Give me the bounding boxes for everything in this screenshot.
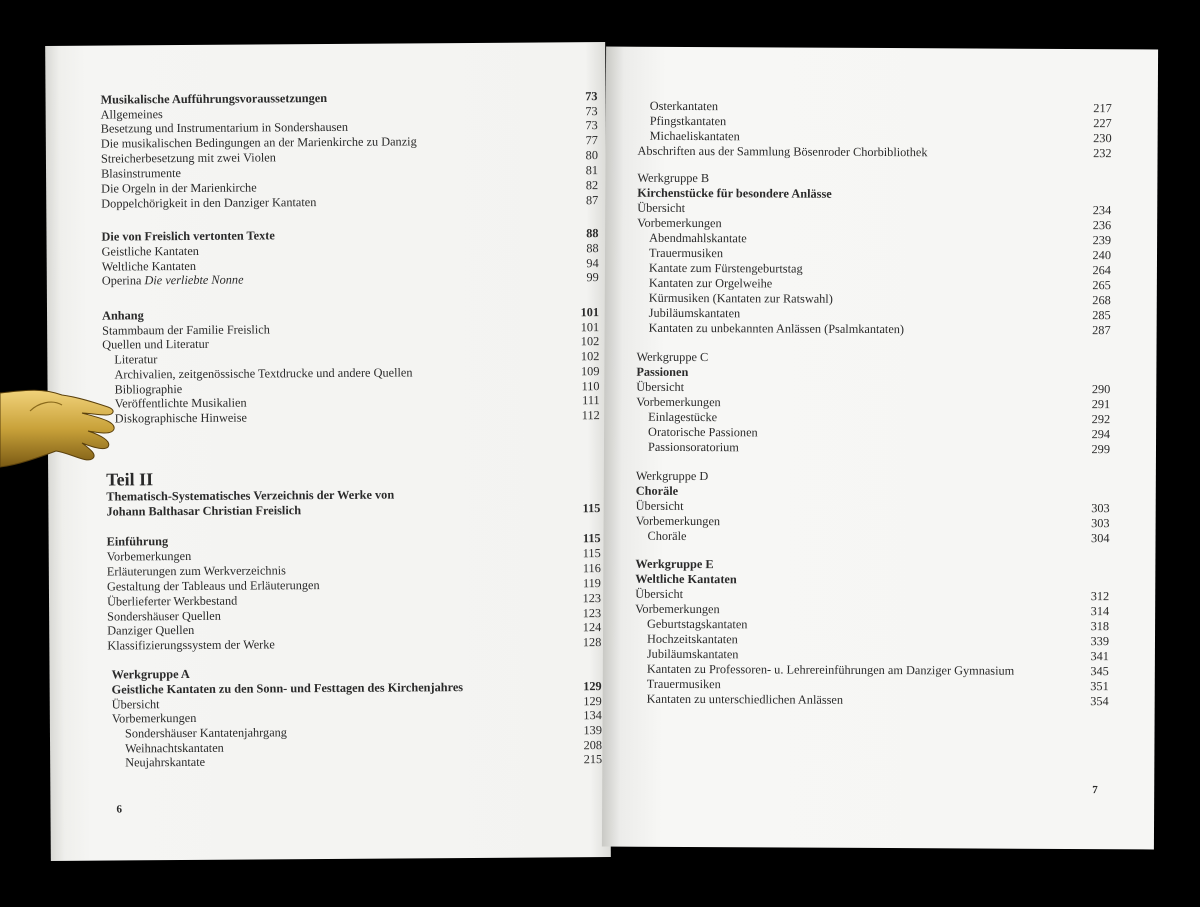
toc-entry-page: 73: [585, 89, 598, 104]
toc-entry-title: Geburtstagskantaten: [647, 616, 748, 632]
toc-entry-page: 345: [1090, 664, 1109, 679]
toc-entry-title: Sondershäuser Kantatenjahrgang: [124, 725, 287, 741]
toc-entry: [649, 321, 1111, 338]
toc-entry-page: 101: [580, 320, 600, 335]
toc-entry-title: Kantate zum Fürstengeburtstag: [648, 260, 803, 276]
toc-entry-page: 240: [1092, 248, 1112, 263]
toc-entry-page: 129: [583, 694, 602, 709]
toc-entry-title: Einlagestücke: [648, 409, 718, 425]
toc-entry-title: Die Orgeln in der Marienkirche: [101, 180, 257, 196]
toc-entry-title: Übersicht: [111, 697, 160, 712]
toc-entry: [125, 752, 602, 770]
toc-entry-title: Hochzeitskantaten: [646, 631, 738, 647]
toc-entry-page: 354: [1090, 694, 1109, 709]
toc-entry-page: 81: [585, 163, 599, 178]
toc-entry-page: 299: [1091, 442, 1111, 457]
toc-entry-title: Operina Die verliebte Nonne: [101, 272, 244, 288]
toc-entry-page: 115: [582, 531, 601, 546]
toc-entry-title: Quellen und Literatur: [102, 336, 209, 352]
toc-entry-page: 80: [585, 148, 598, 163]
toc-entry-title: Die von Freislich vertonten Texte: [101, 228, 275, 244]
toc-entry-title: Pfingstkantaten: [649, 113, 727, 129]
toc-entry-page: 115: [582, 546, 601, 561]
toc-entry-page: 102: [580, 334, 600, 349]
toc-entry-title: Werkgruppe E: [635, 556, 714, 572]
toc-entry-page: 134: [583, 708, 602, 723]
toc-entry-title: Diskographische Hinweise: [114, 410, 247, 426]
toc-entry-title: Thematisch-Systematisches Verzeichnis der Werke von: [106, 487, 395, 504]
toc-entry-page: 314: [1090, 604, 1110, 619]
toc-entry-title: Weltliche Kantaten: [635, 571, 737, 587]
toc-entry-title: Vorbemerkungen: [111, 710, 197, 726]
toc-entry: [106, 501, 600, 519]
toc-entry-title: Sondershäuser Quellen: [107, 608, 221, 624]
toc-entry-title: Abschriften aus der Sammlung Bösenroder Chorbibliothek: [637, 143, 928, 160]
toc-entry-title: Vorbemerkungen: [637, 215, 722, 231]
toc-entry: [638, 144, 1112, 161]
toc-entry-page: 77: [585, 133, 598, 148]
toc-entry-page: 139: [583, 723, 603, 738]
left-page: [45, 42, 611, 861]
toc-entry-page: 73: [585, 118, 598, 133]
right-page: [602, 47, 1158, 850]
toc-entry: [648, 440, 1110, 457]
toc-entry-page: 294: [1091, 427, 1111, 442]
toc-entry-title: Doppelchörigkeit in den Danziger Kantaten: [101, 195, 317, 211]
toc-entry-page: 265: [1092, 278, 1111, 293]
toc-entry-title: Literatur: [114, 352, 158, 367]
toc-entry-title: Archivalien, zeitgenössische Textdrucke und andere Quellen: [114, 365, 413, 382]
toc-entry-title: Trauermusiken: [646, 676, 721, 692]
brass-hand-icon: [0, 385, 130, 475]
toc-entry: [101, 193, 598, 211]
toc-entry-title: Allgemeines: [100, 107, 163, 122]
toc-entry-title: Kantaten zur Orgelweihe: [648, 275, 773, 291]
right-page-number: 7: [1092, 784, 1098, 797]
toc-entry-title: Vorbemerkungen: [635, 601, 720, 617]
toc-entry-page: 292: [1091, 412, 1111, 427]
toc-entry-title: Kantaten zu unbekannten Anlässen (Psalmkantaten): [648, 320, 905, 337]
toc-entry-title: Blasinstrumente: [101, 166, 182, 181]
toc-entry-page: 236: [1092, 218, 1112, 233]
toc-entry-title: Neujahrskantate: [125, 754, 206, 770]
toc-entry-title: Streicherbesetzung mit zwei Violen: [100, 150, 276, 166]
toc-entry-title: Osterkantaten: [649, 98, 719, 114]
toc-entry-title: Weltliche Kantaten: [101, 258, 197, 274]
toc-entry-page: 341: [1090, 649, 1109, 664]
toc-entry-page: 285: [1092, 308, 1111, 323]
toc-entry-page: 124: [582, 620, 602, 635]
toc-entry-title: Werkgruppe B: [637, 170, 710, 186]
toc-entry-page: 101: [580, 305, 600, 320]
toc-entry-page: 115: [582, 501, 601, 516]
toc-entry-title: Jubiläumskantaten: [648, 305, 741, 321]
toc-entry-title: Übersicht: [635, 498, 684, 513]
toc-entry-page: 227: [1093, 116, 1112, 131]
toc-entry-title: Teil II: [106, 469, 154, 490]
toc-entry-title: Werkgruppe D: [635, 468, 709, 484]
toc-entry-title: Gestaltung der Tableaus und Erläuterungen: [106, 578, 320, 594]
toc-entry-page: 208: [583, 738, 603, 753]
toc-entry-page: 303: [1091, 516, 1110, 531]
toc-entry-title: Vorbemerkungen: [635, 513, 721, 529]
toc-entry-title: Johann Balthasar Christian Freislich: [106, 503, 302, 519]
toc-entry-title: Kantaten zu unterschiedlichen Anlässen: [646, 691, 844, 707]
toc-entry-title: Werkgruppe C: [636, 349, 709, 365]
toc-entry-title: Überlieferter Werkbestand: [106, 593, 238, 609]
toc-entry-title: Kürmusiken (Kantaten zur Ratswahl): [648, 290, 833, 306]
toc-entry-title: Übersicht: [637, 200, 686, 215]
toc-entry: [647, 692, 1109, 709]
toc-entry-title: Klassifizierungssystem der Werke: [107, 637, 275, 653]
toc-entry-title: Trauermusiken: [648, 245, 724, 261]
toc-entry-title: Werkgruppe A: [111, 666, 190, 682]
toc-entry-title: Passionsoratorium: [647, 439, 739, 455]
toc-entry-title: Oratorische Passionen: [648, 424, 758, 440]
toc-entry-page: 264: [1092, 263, 1111, 278]
toc-entry-title: Choräle: [635, 483, 679, 498]
toc-entry-page: 304: [1091, 531, 1110, 546]
toc-entry-page: 94: [586, 256, 599, 271]
toc-entry-title: Kantaten zu Professoren- u. Lehrereinführungen am Danziger Gymnasium: [646, 661, 1015, 678]
toc-entry-page: 339: [1090, 634, 1110, 649]
toc-entry-title: Kirchenstücke für besondere Anlässe: [637, 185, 832, 201]
toc-entry-title: Weihnachtskantaten: [125, 740, 224, 756]
toc-entry-title: Michaeliskantaten: [649, 128, 740, 144]
toc-entry-page: 351: [1090, 679, 1109, 694]
toc-entry-page: 303: [1091, 501, 1110, 516]
left-page-number: 6: [116, 803, 123, 816]
toc-entry-page: 110: [581, 379, 600, 394]
right-toc: [606, 47, 1158, 709]
toc-entry-page: 73: [585, 104, 598, 119]
toc-entry-page: 123: [582, 591, 602, 606]
toc-entry-page: 230: [1093, 131, 1112, 146]
toc-entry-title: Stammbaum der Familie Freislich: [102, 322, 270, 338]
toc-entry-page: 318: [1090, 619, 1110, 634]
toc-entry-page: 82: [585, 178, 599, 193]
toc-entry-title: Die musikalischen Bedingungen an der Marienkirche zu Danzig: [100, 134, 417, 151]
toc-entry-title: Geistliche Kantaten: [101, 243, 199, 259]
toc-entry-title: Jubiläumskantaten: [646, 646, 739, 662]
toc-entry-page: 111: [582, 393, 600, 408]
toc-entry-page: 290: [1091, 382, 1111, 397]
toc-entry-page: 128: [582, 635, 602, 650]
toc-entry-page: 119: [582, 576, 601, 591]
toc-entry-page: 215: [583, 752, 603, 767]
toc-entry-title: Danziger Quellen: [107, 622, 195, 638]
toc-entry-page: 112: [581, 408, 600, 423]
toc-entry-page: 109: [580, 364, 600, 379]
toc-entry-page: 99: [586, 270, 599, 285]
toc-entry-title: Musikalische Aufführungsvoraussetzungen: [100, 90, 328, 107]
toc-entry: [115, 408, 600, 426]
toc-entry-page: 116: [582, 561, 601, 576]
toc-entry-italic-title: Die verliebte Nonne: [144, 272, 244, 288]
toc-entry-page: 234: [1092, 203, 1112, 218]
toc-entry-title: Einführung: [106, 534, 169, 549]
toc-entry: [647, 529, 1109, 546]
toc-entry-page: 217: [1093, 101, 1112, 116]
toc-entry-page: 102: [580, 349, 600, 364]
left-toc: [45, 42, 605, 770]
toc-entry-title: Abendmahlskantate: [649, 230, 747, 246]
toc-entry-title: Übersicht: [635, 586, 684, 601]
toc-entry-title: Veröffentlichte Musikalien: [114, 395, 247, 411]
toc-entry-title: Geistliche Kantaten zu den Sonn- und Festtagen des Kirchenjahres: [111, 680, 464, 697]
toc-entry-page: 123: [582, 606, 602, 621]
toc-entry-page: 88: [586, 226, 599, 241]
toc-entry-title: Vorbemerkungen: [636, 394, 721, 410]
toc-entry: [107, 635, 601, 653]
toc-entry-page: 239: [1092, 233, 1112, 248]
toc-entry-page: 88: [586, 241, 599, 256]
toc-entry-page: 291: [1091, 397, 1111, 412]
toc-entry-title: Übersicht: [636, 379, 685, 394]
toc-entry-title: Choräle: [647, 528, 687, 543]
toc-entry-title: Bibliographie: [114, 382, 183, 397]
toc-entry-page: 129: [583, 679, 602, 694]
toc-entry-title: Erläuterungen zum Werkverzeichnis: [106, 563, 286, 579]
toc-entry: [102, 270, 599, 288]
toc-entry-page: 232: [1093, 146, 1112, 161]
toc-entry-page: 287: [1092, 323, 1111, 338]
toc-entry-title: Anhang: [101, 308, 144, 323]
toc-entry-title: Vorbemerkungen: [106, 548, 192, 564]
toc-entry-title: Besetzung und Instrumentarium in Sondershausen: [100, 119, 349, 136]
toc-entry-page: 268: [1092, 293, 1111, 308]
toc-entry-page: 87: [585, 193, 599, 208]
toc-entry-page: 312: [1090, 589, 1110, 604]
toc-entry-title: Passionen: [636, 364, 689, 379]
